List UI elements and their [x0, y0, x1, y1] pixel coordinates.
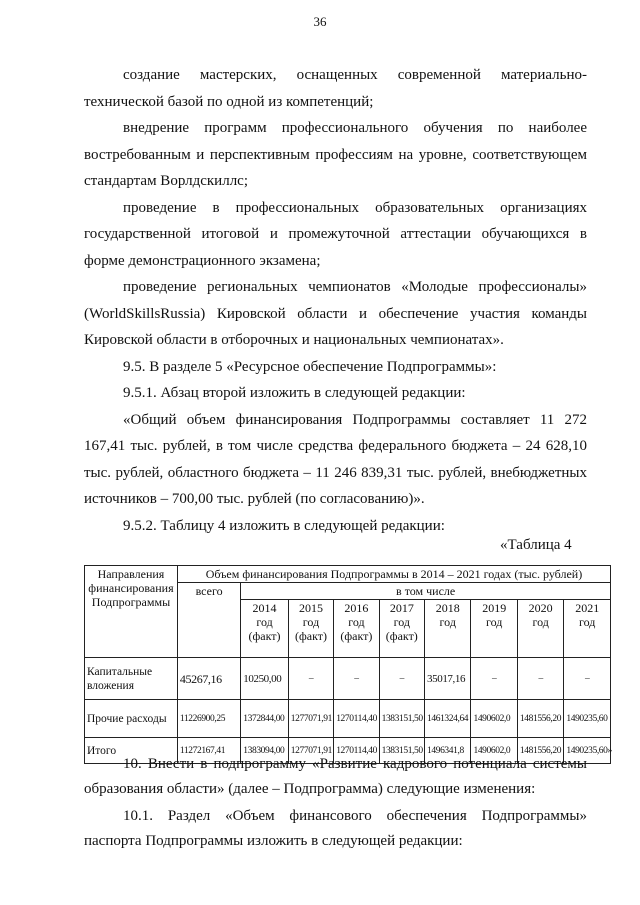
table-cell: 1277071,91	[288, 700, 333, 738]
table-cell: 1277071,91	[288, 738, 333, 764]
header-year: 2014 год (факт)	[241, 600, 289, 658]
paragraph: проведение региональных чемпионатов «Молодые профессионалы» (WorldSkillsRussia) Кировской области и обеспечение участия команды Кировской области в отборочных и национальных чемпионатах».	[84, 279, 587, 348]
cell-total: 45267,16	[177, 658, 240, 700]
paragraph: «Общий объем финансирования Подпрограммы составляет 11 272 167,41 тыс. рублей, в том числе средства федерального бюджета – 24 628,10 тыс. рублей, областного бюджета – 11 246 839,31 тыс. рублей, внебюджетных источников – 700,00 тыс. рублей (по согласованию)».	[84, 411, 587, 507]
table-cell: 1481556,20	[517, 700, 563, 738]
header-volume: Объем финансирования Подпрограммы в 2014 – 2021 годах (тыс. рублей)	[177, 566, 610, 583]
paragraph: 9.5.2. Таблицу 4 изложить в следующей редакции:	[123, 517, 445, 534]
table-cell: 1490602,0	[471, 738, 517, 764]
header-year: 2018 год	[425, 600, 471, 658]
row-label: Капитальные вложения	[85, 658, 178, 700]
table-cell: 1461324,64	[425, 700, 471, 738]
table-cell: 1490602,0	[471, 700, 517, 738]
table-cell: 35017,16	[425, 658, 471, 700]
table-cell: –	[334, 658, 379, 700]
paragraph: 10. Внести в подпрограмму «Развитие кадрового потенциала системы образования области» (далее – Подпрограмма) следующие изменения:	[84, 756, 587, 797]
paragraph: проведение в профессиональных образовательных организациях государственной итоговой и промежуточной аттестации обучающихся в форме демонстрационного экзамена;	[84, 199, 587, 269]
page-number: 36	[313, 14, 327, 29]
table-cell: –	[379, 658, 424, 700]
header-direction: Направления финансирования Подпрограммы	[85, 566, 178, 658]
table-cell: 1270114,40	[334, 738, 379, 764]
table-cell: –	[288, 658, 333, 700]
document-body	[84, 62, 587, 539]
table-cell: –	[471, 658, 517, 700]
table-cell: 1490235,60	[564, 700, 611, 738]
table-cell: 10250,00	[241, 658, 289, 700]
table-cell: 1383094,00	[241, 738, 289, 764]
paragraph: 9.5.1. Абзац второй изложить в следующей редакции:	[123, 385, 466, 401]
header-including: в том числе	[241, 583, 611, 600]
table-cell: 1372844,00	[241, 700, 289, 738]
table-caption: «Таблица 4	[500, 537, 572, 553]
cell-total: 11272167,41	[177, 738, 240, 764]
financing-table	[84, 565, 611, 764]
header-total: всего	[177, 583, 240, 658]
cell-total: 11226900,25	[177, 700, 240, 738]
row-label: Итого	[85, 738, 178, 764]
header-year: 2016 год (факт)	[334, 600, 379, 658]
table-cell: –	[517, 658, 563, 700]
financing-table-wrapper	[84, 565, 611, 764]
paragraph: 10.1. Раздел «Объем финансового обеспечения Подпрограммы» паспорта Подпрограммы изложить в следующей редакции:	[84, 808, 587, 849]
document-body-continued	[84, 752, 587, 854]
table-cell: 1481556,20	[517, 738, 563, 764]
table-cell: 1383151,50	[379, 700, 424, 738]
table-cell: 1270114,40	[334, 700, 379, 738]
row-label: Прочие расходы	[85, 700, 178, 738]
table-row	[85, 700, 611, 738]
table-cell: –	[564, 658, 611, 700]
header-year: 2017 год (факт)	[379, 600, 424, 658]
table-cell: 1490235,60»	[564, 738, 611, 764]
header-year: 2019 год	[471, 600, 517, 658]
table-row	[85, 658, 611, 700]
table-cell: 1383151,50	[379, 738, 424, 764]
header-year: 2020 год	[517, 600, 563, 658]
table-cell: 1496341,8	[425, 738, 471, 764]
section-heading: 9.5. В разделе 5 «Ресурсное обеспечение Подпрограммы»:	[123, 358, 497, 375]
header-year: 2015 год (факт)	[288, 600, 333, 658]
header-year: 2021 год	[564, 600, 611, 658]
paragraph: создание мастерских, оснащенных современной материально-технической базой по одной из компетенций;	[84, 67, 587, 110]
paragraph: внедрение программ профессионального обучения по наиболее востребованным и перспективным профессиям на уровне, соответствующем стандартам Ворлдскиллс;	[84, 120, 587, 189]
